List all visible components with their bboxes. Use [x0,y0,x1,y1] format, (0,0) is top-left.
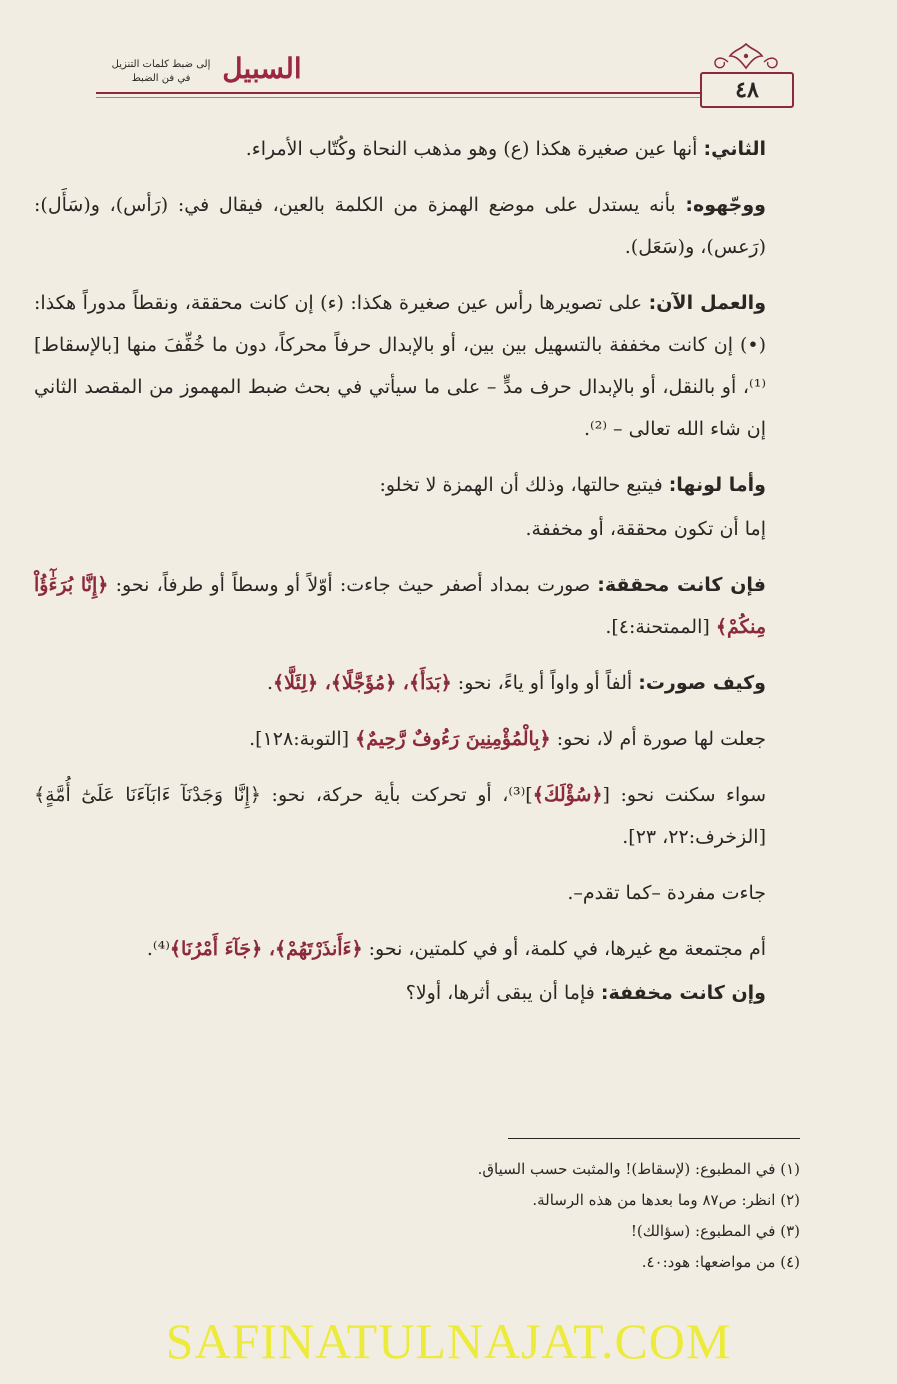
paragraph [34,872,766,914]
header-rule-thin [96,97,779,98]
header-rule [96,92,779,94]
paragraph-text: صورت بمداد أصفر حيث جاءت: أوّلاً أو وسطاً أو طرفاً، نحو: [108,574,598,596]
paragraph-text: ألفاً أو واواً أو ياءً، نحو: [451,672,639,694]
paragraph-quran: ﴿بِالْمُؤْمِنِينَ رَءُوفٌ رَّحِيمٌ﴾ [355,728,551,750]
watermark: SAFINATULNAJAT.COM [165,1313,732,1369]
paragraph-text: على تصويرها رأس عين صغيرة هكذا: (ء) إن كانت محققة، ونقطاً مدوراً هكذا: (•) إن كانت مخففة بالتسهيل بين بين، أو بالإبدال حرفاً محركاً، دون ما خُفِّفَ منها [بالإسقاط]⁽¹⁾، أو بالنقل، أو بالإبدال حرف مدٍّ – على ما سيأتي في بحث ضبط المهموز من المقصد الثاني إن شاء الله تعالى – ⁽²⁾. [34,292,766,440]
paragraph-text: أم مجتمعة مع غيرها، في كلمة، أو في كلمتين، نحو: [362,938,766,960]
paragraph-after: [التوبة:١٢٨]. [249,728,356,750]
paragraph [34,662,766,704]
paragraph-text: فيتبع حالتها، وذلك أن الهمزة لا تخلو: [379,474,669,496]
paragraph-text: إما أن تكون محققة، أو مخففة. [525,518,766,540]
paragraph-lead: والعمل الآن: [648,292,767,314]
footnote-1: (١) في المطبوع: (لإسقاط)! والمثبت حسب السياق. [477,1160,800,1178]
paragraph-quran: ﴿ءَأَنذَرْتَهُمْ﴾، ﴿جَآءَ أَمْرُنَا﴾ [169,938,363,960]
paragraph-quran: ﴿بَدَأَ﴾، ﴿مُؤَجَّلًا﴾، ﴿لِئَلَّا﴾ [272,672,452,694]
paragraph [34,718,766,760]
paragraph [34,464,766,506]
paragraph-lead: وإن كانت مخففة: [600,982,766,1004]
paragraph-text: بأنه يستدل على موضع الهمزة من الكلمة بالعين، فيقال في: (رَأس)، و(سَأَل): (رَعس)، و(سَعَل). [34,194,766,258]
paragraph [34,508,766,550]
paragraph [34,774,766,858]
paragraph-lead: وأما لونها: [668,474,766,496]
footnote-rule [508,1138,800,1139]
footnote-2: (٢) انظر: ص٨٧ وما بعدها من هذه الرسالة. [532,1191,800,1209]
footnote-3: (٣) في المطبوع: (سؤالك)! [630,1222,800,1240]
paragraph [34,128,766,170]
paragraph-text: سواء سكنت نحو: [ [602,784,766,806]
main-text [34,128,766,1028]
paragraph [34,184,766,268]
header-ornament-icon [706,40,786,74]
paragraph [34,972,766,1014]
paragraph-quran: ﴿إِنَّا بُرَءَٰٓؤُاْ مِنكُمْ﴾ [34,574,766,638]
paragraph-after: . [266,672,273,694]
paragraph-text: جعلت لها صورة أم لا، نحو: [550,728,766,750]
paragraph-text: أنها عين صغيرة هكذا (ع) وهو مذهب النحاة وكُتّاب الأمراء. [245,138,704,160]
book-title-logo: السبيل [222,52,302,85]
paragraph-lead: ووجّهوه: [685,194,766,216]
paragraph-lead: وكيف صورت: [638,672,766,694]
paragraph-after: [الممتحنة:٤]. [605,616,716,638]
paragraph [34,928,766,970]
paragraph [34,564,766,648]
paragraph-text: فإما أن يبقى أثرها، أولا؟ [405,982,601,1004]
paragraph [34,282,766,450]
book-subtitle: إلى ضبط كلمات التنزيل في فن الضبط [111,59,211,84]
paragraph-text: جاءت مفردة –كما تقدم–. [567,882,766,904]
footnotes [300,1154,800,1278]
paragraph-lead: فإن كانت محققة: [597,574,766,596]
paragraph-after: ⁽⁴⁾. [146,938,170,960]
page-number: ٤٨ [700,72,794,108]
paragraph-after: ]⁽³⁾، أو تحركت بأية حركة، نحو: ﴿إِنَّا وَجَدْنَآ ءَابَآءَنَا عَلَىٰٓ أُمَّةٍ﴾ [الزخرف:٢٢، ٢٣]. [34,784,766,848]
paragraph-quran: ﴿سُؤْلَكَ﴾ [532,784,603,806]
footnote-4: (٤) من مواضعها: هود:٤٠. [641,1253,800,1271]
paragraph-lead: الثاني: [703,138,766,160]
